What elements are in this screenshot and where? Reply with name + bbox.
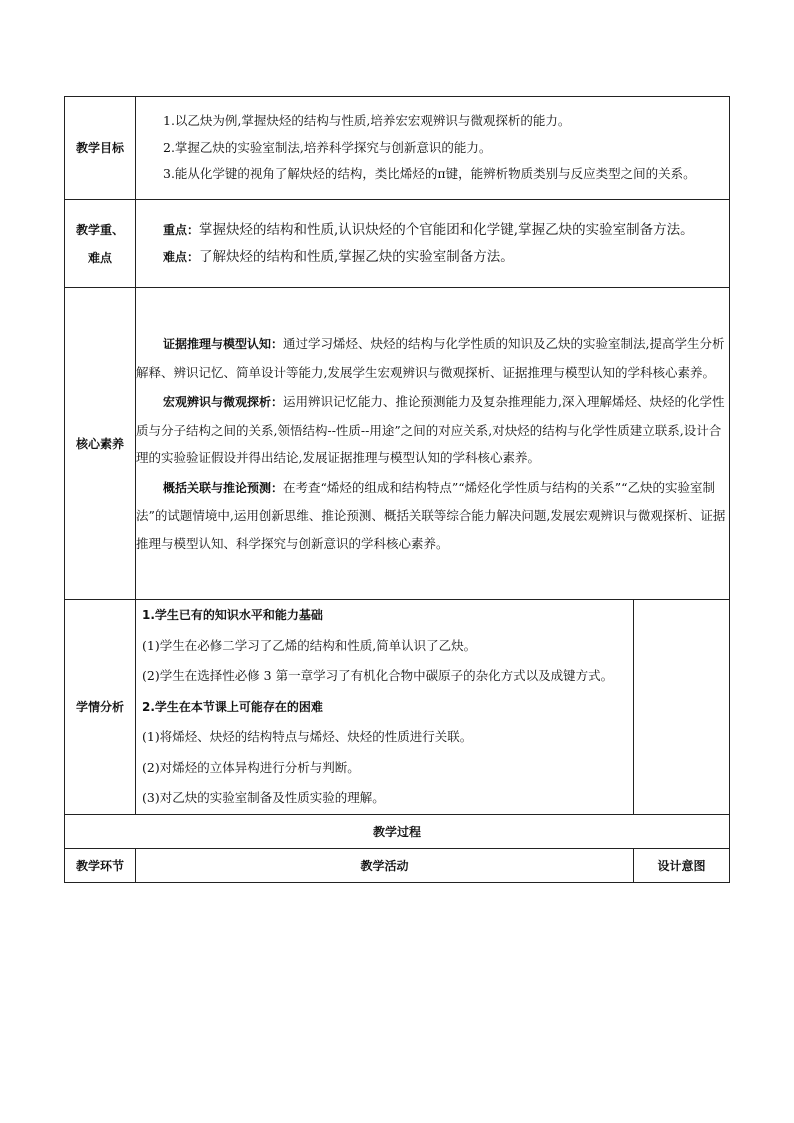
analysis-item: (2)学生在选择性必修 3 第一章学习了有机化合物中碳原子的杂化方式以及成键方式。	[142, 668, 614, 684]
difficult-point-title: 难点：	[163, 249, 200, 264]
literacy-paragraph-text: 在考查“烯烃的组成和结构特点”“烯烃化学性质与结构的关系”“乙炔的实验室制法”的试题情境中,运用创新思维、推论预测、概括关联等综合能力解决问题,发展宏观辨识与微观探析、证据推理与模型认知、科学探究与创新意识的学科核心素养。	[136, 479, 726, 551]
keypoints-label-line1: 教学重、	[75, 222, 124, 237]
analysis-heading: 2.学生在本节课上可能存在的困难	[142, 699, 323, 714]
analysis-label: 学情分析	[65, 600, 136, 815]
analysis-item: (2)对烯烃的立体异构进行分析与判断。	[142, 759, 360, 775]
objectives-content	[136, 97, 730, 200]
objective-item: 1.以乙炔为例,掌握炔烃的结构与性质,培养宏宏观辨识与微观探析的能力。	[163, 113, 571, 129]
analysis-row	[65, 600, 730, 815]
keypoints-label	[65, 200, 136, 288]
literacy-label: 核心素养	[65, 288, 136, 600]
literacy-content	[136, 288, 730, 600]
process-col-activity: 教学活动	[136, 849, 634, 883]
analysis-content	[136, 600, 634, 815]
analysis-empty-cell	[634, 600, 730, 815]
process-header-row	[65, 849, 730, 883]
literacy-paragraph-title: 概括关联与推论预测：	[163, 480, 284, 495]
objectives-label: 教学目标	[65, 97, 136, 200]
process-col-step: 教学环节	[65, 849, 136, 883]
keypoints-row	[65, 200, 730, 288]
process-title: 教学过程	[65, 815, 730, 849]
objectives-row	[65, 97, 730, 200]
difficult-point-text: 了解炔烃的结构和性质,掌握乙炔的实验室制备方法。	[199, 248, 514, 265]
analysis-heading: 1.学生已有的知识水平和能力基础	[142, 608, 323, 623]
process-title-row	[65, 815, 730, 849]
objective-item: 3.能从化学键的视角了解炔烃的结构，类比烯烃的π键，能辨析物质类别与反应类型之间的关系。	[163, 166, 696, 182]
key-point-text: 掌握炔烃的结构和性质,认识炔烃的个官能团和化学键,掌握乙炔的实验室制备方法。	[199, 221, 694, 238]
analysis-item: (1)学生在必修二学习了乙烯的结构和性质,简单认识了乙炔。	[142, 637, 477, 653]
analysis-item: (3)对乙炔的实验室制备及性质实验的理解。	[142, 790, 385, 806]
difficult-point	[136, 244, 729, 271]
literacy-paragraph-title: 证据推理与模型认知：	[163, 337, 284, 351]
key-point-title: 重点：	[163, 222, 200, 237]
literacy-row	[65, 288, 730, 600]
keypoints-label-line2: 难点	[87, 250, 112, 265]
literacy-paragraph-title: 宏观辨识与微观探析：	[163, 395, 284, 409]
literacy-paragraph	[136, 388, 729, 472]
literacy-paragraph-text: 通过学习烯烃、炔烃的结构与化学性质的知识及乙炔的实验室制法,提高学生分析解释、辨识记忆、简单设计等能力,发展学生宏观辨识与微观探析、证据推理与模型认知的学科核心素养。	[136, 336, 725, 380]
keypoints-content	[136, 200, 730, 288]
key-point	[136, 217, 729, 244]
literacy-paragraph-text: 运用辨识记忆能力、推论预测能力及复杂推理能力,深入理解烯烃、炔烃的化学性质与分子结构之间的关系,领悟结构--性质--用途”之间的对应关系,对炔烃的结构与化学性质建立联系,设计合理的实验验证假设并得出结论,发展证据推理与模型认知的学科核心素养。	[136, 394, 725, 465]
lesson-plan-table	[64, 96, 730, 883]
analysis-item: (1)将烯烃、炔烃的结构特点与烯烃、炔烃的性质进行关联。	[142, 729, 473, 745]
objective-item: 2.掌握乙炔的实验室制法,培养科学探究与创新意识的能力。	[163, 139, 492, 155]
process-col-intent: 设计意图	[634, 849, 730, 883]
literacy-paragraph	[136, 330, 729, 386]
literacy-paragraph	[136, 474, 729, 558]
